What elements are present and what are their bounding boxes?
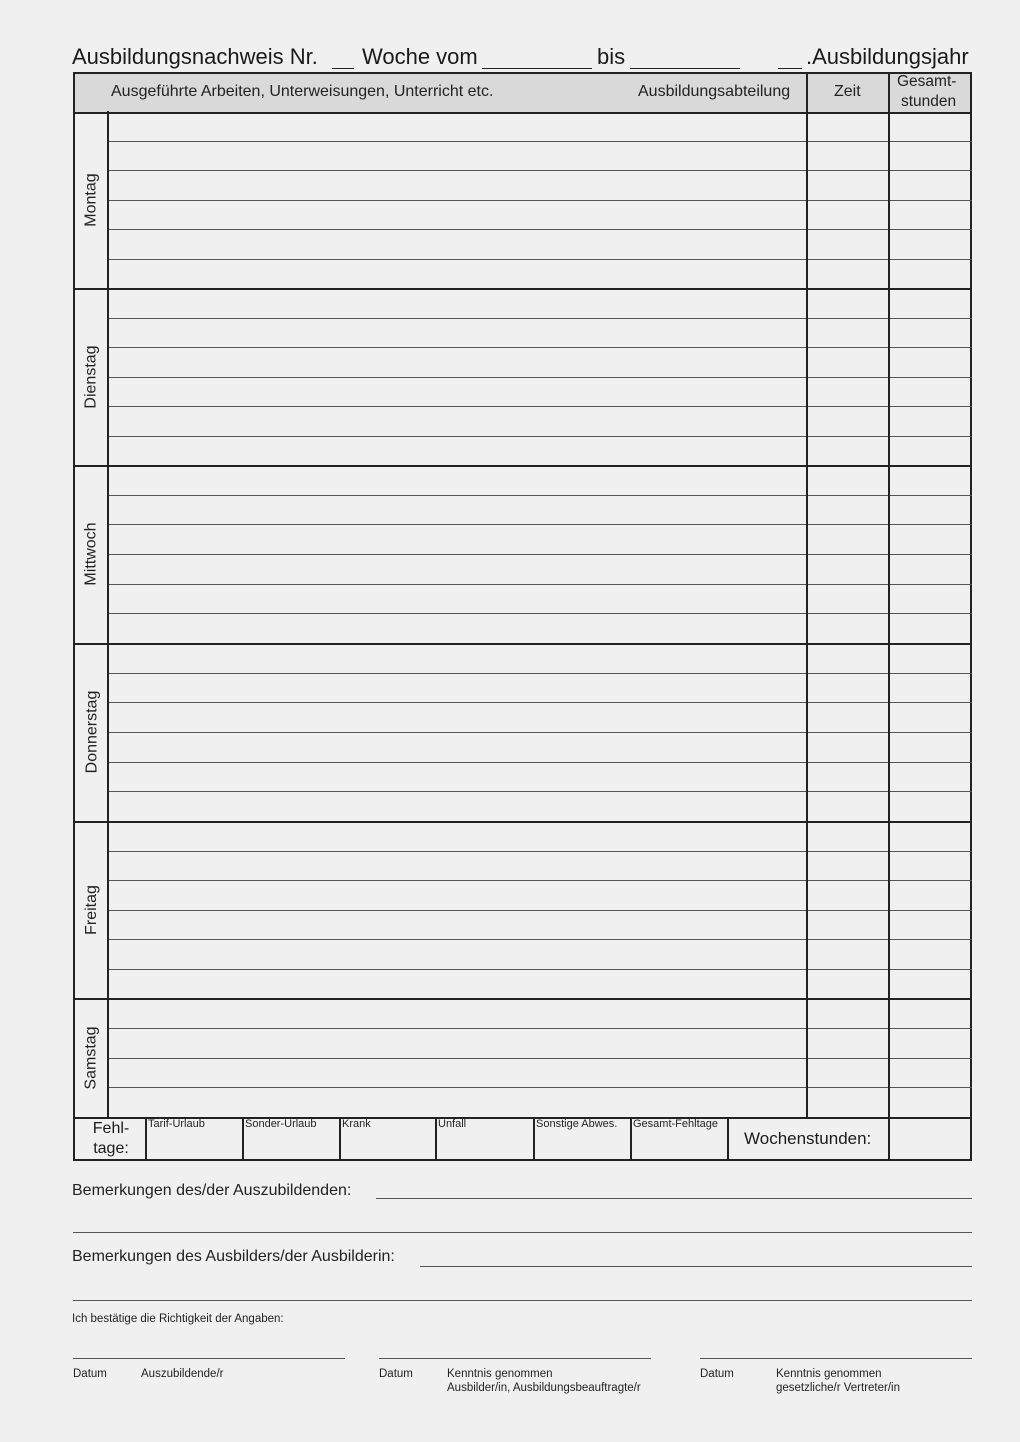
wochenstunden-label: Wochenstunden: (744, 1129, 872, 1148)
fehltage-divider (242, 1117, 244, 1161)
table-row-line[interactable] (108, 702, 972, 703)
table-header (75, 74, 970, 114)
table-row-line[interactable] (108, 524, 972, 525)
fehltage-cat-2[interactable]: Krank (342, 1118, 371, 1130)
day-name: Donnerstag (83, 690, 100, 774)
signature-line-azubi[interactable] (73, 1358, 345, 1359)
day-separator (75, 288, 970, 290)
fehltage-label-1: Fehl- (92, 1120, 130, 1137)
day-label-1 (75, 288, 109, 465)
fehltage-divider (727, 1117, 729, 1161)
header-gesamt-1: Gesamt- (897, 73, 957, 90)
day-separator (75, 465, 970, 467)
table-row-line[interactable] (108, 939, 972, 940)
header-zeit: Zeit (834, 83, 861, 100)
table-row-line[interactable] (108, 673, 972, 674)
table-row-line[interactable] (108, 1028, 972, 1029)
fehltage-divider (435, 1117, 437, 1161)
day-separator (75, 821, 970, 823)
weekly-report-table (73, 72, 972, 1161)
table-row-line[interactable] (108, 141, 972, 142)
table-row-line[interactable] (108, 613, 972, 614)
day-separator (75, 998, 970, 1000)
nummer-field[interactable] (332, 46, 354, 69)
day-column-divider (107, 111, 109, 1117)
day-label-0 (75, 111, 109, 288)
day-name: Montag (83, 172, 100, 227)
header-arbeiten: Ausgeführte Arbeiten, Unterweisungen, Unterricht etc. (111, 83, 494, 100)
table-row-line[interactable] (108, 1058, 972, 1059)
table-row-line[interactable] (108, 318, 972, 319)
fehltage-divider (533, 1117, 535, 1161)
bis-field[interactable] (630, 46, 740, 69)
table-row-line[interactable] (108, 969, 972, 970)
remark-ausbilder-line1[interactable] (420, 1266, 972, 1267)
zeit-column-divider (806, 74, 808, 1117)
table-row-line[interactable] (108, 259, 972, 260)
remark-ausbilder-line2[interactable] (73, 1300, 972, 1301)
remark-ausbilder-label: Bemerkungen des Ausbilders/der Ausbilderin: (72, 1248, 395, 1265)
signature-line-ausbilder[interactable] (379, 1358, 651, 1359)
table-row-line[interactable] (108, 554, 972, 555)
table-row-line[interactable] (108, 791, 972, 792)
table-row-line[interactable] (108, 229, 972, 230)
table-row-line[interactable] (108, 495, 972, 496)
gesamt-column-divider (888, 74, 890, 1159)
table-row-line[interactable] (108, 910, 972, 911)
signature-vertreter-role2: gesetzliche/r Vertreter/in (776, 1382, 901, 1394)
fehltage-cat-5[interactable]: Gesamt-Fehltage (633, 1118, 718, 1130)
fehltage-divider (339, 1117, 341, 1161)
day-label-3 (75, 643, 109, 821)
table-row-line[interactable] (108, 1087, 972, 1088)
signature-line-vertreter[interactable] (700, 1358, 972, 1359)
table-row-line[interactable] (108, 377, 972, 378)
signature-vertreter-datum: Datum (700, 1368, 734, 1380)
table-row-line[interactable] (108, 880, 972, 881)
day-name: Dienstag (83, 344, 100, 409)
remark-azubi-line1[interactable] (376, 1198, 972, 1199)
remark-azubi-line2[interactable] (73, 1232, 972, 1233)
remark-azubi-label: Bemerkungen des/der Auszubildenden: (72, 1182, 352, 1199)
woche-vom-field[interactable] (482, 46, 592, 69)
form-title (72, 42, 972, 72)
day-separator (75, 643, 970, 645)
title-bis-label: bis (597, 44, 626, 69)
day-name: Mittwoch (83, 522, 100, 586)
title-woche-label: Woche vom (362, 44, 478, 69)
day-separator (75, 1117, 970, 1119)
table-row-line[interactable] (108, 436, 972, 437)
table-row-line[interactable] (108, 851, 972, 852)
signature-azubi-datum: Datum (73, 1368, 107, 1380)
table-row-line[interactable] (108, 200, 972, 201)
day-label-5 (75, 998, 109, 1117)
signature-ausbilder-datum: Datum (379, 1368, 413, 1380)
signature-ausbilder-role2: Ausbilder/in, Ausbildungsbeauftragte/r (447, 1382, 641, 1394)
fehltage-label (75, 1119, 147, 1159)
table-row-line[interactable] (108, 732, 972, 733)
table-row-line[interactable] (108, 406, 972, 407)
table-row-line[interactable] (108, 762, 972, 763)
header-gesamt-2: stunden (901, 93, 957, 110)
signature-ausbilder-role1: Kenntnis genommen (447, 1368, 553, 1380)
fehltage-label-2: tage: (93, 1140, 129, 1157)
day-label-4 (75, 821, 109, 998)
signature-vertreter-role1: Kenntnis genommen (776, 1368, 882, 1380)
signature-azubi-role: Auszubildende/r (141, 1368, 224, 1380)
table-row-line[interactable] (108, 347, 972, 348)
day-name: Freitag (83, 884, 101, 935)
fehltage-divider (630, 1117, 632, 1161)
fehltage-cat-1[interactable]: Sonder-Urlaub (245, 1118, 317, 1130)
confirmation-text: Ich bestätige die Richtigkeit der Angaben: (72, 1313, 284, 1325)
table-row-line[interactable] (108, 584, 972, 585)
title-nachweis-label: Ausbildungsnachweis Nr. (72, 44, 318, 69)
fehltage-cat-0[interactable]: Tarif-Urlaub (148, 1118, 205, 1130)
day-label-2 (75, 465, 109, 643)
fehltage-cat-3[interactable]: Unfall (438, 1118, 467, 1130)
header-abteilung: Ausbildungsabteilung (638, 83, 791, 100)
ausbildungsjahr-field[interactable] (778, 46, 802, 69)
title-jahr-label: .Ausbildungsjahr (806, 44, 969, 69)
day-name: Samstag (83, 1025, 101, 1090)
fehltage-cat-4[interactable]: Sonstige Abwes. (536, 1118, 618, 1130)
table-row-line[interactable] (108, 170, 972, 171)
